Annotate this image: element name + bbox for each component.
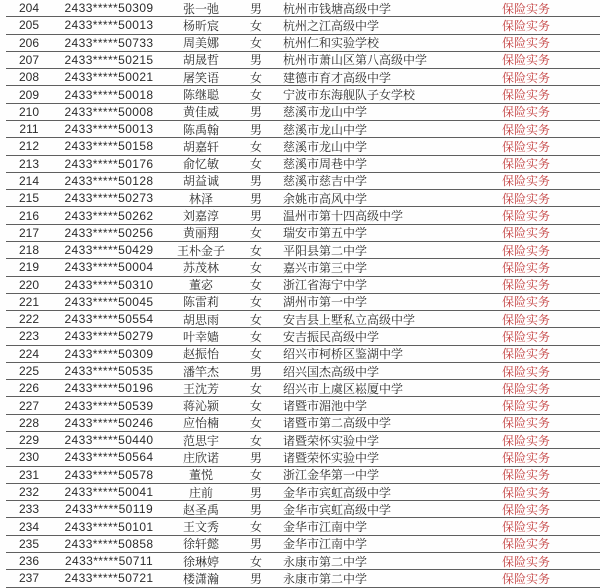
- name-cell: 张一弛: [182, 1, 219, 16]
- row-number-cell: 207: [18, 52, 40, 67]
- table-row: [6, 207, 600, 224]
- candidate-id-cell: 2433*****50309: [64, 1, 154, 16]
- gender-cell: 男: [249, 502, 262, 517]
- category-cell: 保险实务: [501, 191, 550, 206]
- table-row: [6, 294, 600, 311]
- gender-cell: 女: [249, 88, 262, 103]
- gender-cell: 女: [249, 399, 262, 414]
- school-cell: 绍兴市上虞区崧厦中学: [283, 381, 404, 396]
- category-cell: 保险实务: [501, 278, 550, 293]
- table-row: [6, 121, 600, 138]
- category-cell: 保险实务: [501, 105, 550, 120]
- gender-cell: 女: [249, 520, 262, 535]
- row-number-cell: 231: [18, 467, 40, 482]
- candidate-id-cell: 2433*****50554: [64, 312, 154, 327]
- school-cell: 诸暨荣怀实验中学: [283, 450, 380, 465]
- school-cell: 瑞安市第五中学: [283, 226, 368, 241]
- table-row: [6, 17, 600, 34]
- school-cell: 安吉振民高级中学: [283, 329, 380, 344]
- name-cell: 赵圣禹: [182, 502, 219, 517]
- school-cell: 诸暨荣怀实验中学: [283, 433, 380, 448]
- row-number-cell: 234: [18, 519, 40, 534]
- gender-cell: 女: [249, 468, 262, 483]
- table-row: [6, 86, 600, 103]
- name-cell: 徐琳婷: [182, 554, 219, 569]
- table-row: [6, 156, 600, 173]
- name-cell: 胡晟哲: [182, 53, 219, 68]
- gender-cell: 男: [249, 571, 262, 586]
- table-row: [6, 0, 600, 17]
- school-cell: 金华市江南中学: [283, 520, 368, 535]
- category-cell: 保险实务: [501, 450, 550, 465]
- table-row: [6, 553, 600, 570]
- candidate-id-cell: 2433*****50262: [64, 208, 154, 223]
- candidate-id-cell: 2433*****50215: [64, 52, 154, 67]
- name-cell: 赵振怡: [182, 347, 219, 362]
- name-cell: 林泽: [188, 191, 213, 206]
- category-cell: 保险实务: [501, 399, 550, 414]
- table-row: [6, 380, 600, 397]
- gender-cell: 女: [249, 312, 262, 327]
- category-cell: 保险实务: [501, 347, 550, 362]
- gender-cell: 女: [249, 157, 262, 172]
- name-cell: 陈继聪: [182, 88, 219, 103]
- name-cell: 胡益诚: [182, 174, 219, 189]
- name-cell: 俞忆敏: [182, 157, 219, 172]
- row-number-cell: 214: [18, 173, 40, 188]
- gender-cell: 女: [249, 243, 262, 258]
- table-row: [6, 397, 600, 414]
- name-cell: 董宓: [188, 278, 213, 293]
- category-cell: 保险实务: [501, 571, 550, 586]
- school-cell: 诸暨市第二高级中学: [283, 416, 392, 431]
- gender-cell: 女: [249, 70, 262, 85]
- table-row: [6, 190, 600, 207]
- candidate-id-cell: 2433*****50013: [64, 18, 154, 33]
- candidate-id-cell: 2433*****50440: [64, 433, 154, 448]
- row-number-cell: 213: [18, 156, 40, 171]
- row-number-cell: 226: [18, 381, 40, 396]
- row-number-cell: 227: [18, 398, 40, 413]
- name-cell: 王朴金子: [176, 243, 225, 258]
- category-cell: 保险实务: [501, 157, 550, 172]
- name-cell: 庄前: [188, 485, 213, 500]
- category-cell: 保险实务: [501, 18, 550, 33]
- name-cell: 黄佳威: [182, 105, 219, 120]
- candidate-id-cell: 2433*****50101: [64, 519, 154, 534]
- name-cell: 杨昕宸: [182, 18, 219, 33]
- category-cell: 保险实务: [501, 226, 550, 241]
- name-cell: 蒋沁颍: [182, 399, 219, 414]
- table-row: [6, 311, 600, 328]
- school-cell: 慈溪市慈吉中学: [283, 174, 368, 189]
- category-cell: 保险实务: [501, 53, 550, 68]
- school-cell: 诸暨市湄池中学: [283, 399, 368, 414]
- gender-cell: 男: [249, 105, 262, 120]
- gender-cell: 女: [249, 347, 262, 362]
- school-cell: 杭州之江高级中学: [283, 18, 380, 33]
- school-cell: 嘉兴市第三中学: [283, 260, 368, 275]
- table-row: [6, 467, 600, 484]
- name-cell: 董悦: [188, 468, 213, 483]
- gender-cell: 女: [249, 329, 262, 344]
- candidate-id-cell: 2433*****50045: [64, 294, 154, 309]
- candidate-id-cell: 2433*****50008: [64, 104, 154, 119]
- school-cell: 杭州市钱塘高级中学: [283, 1, 392, 16]
- row-number-cell: 224: [18, 346, 40, 361]
- row-number-cell: 217: [18, 225, 40, 240]
- school-cell: 绍兴市柯桥区鉴湖中学: [283, 347, 404, 362]
- school-cell: 绍兴国杰高级中学: [283, 364, 380, 379]
- name-cell: 王文秀: [182, 520, 219, 535]
- gender-cell: 男: [249, 174, 262, 189]
- table-row: [6, 432, 600, 449]
- school-cell: 建德市育才高级中学: [283, 70, 392, 85]
- school-cell: 湖州市第一中学: [283, 295, 368, 310]
- row-number-cell: 228: [18, 415, 40, 430]
- row-number-cell: 211: [19, 122, 39, 137]
- school-cell: 慈溪市周巷中学: [283, 157, 368, 172]
- gender-cell: 男: [249, 364, 262, 379]
- category-cell: 保险实务: [501, 70, 550, 85]
- category-cell: 保险实务: [501, 260, 550, 275]
- school-cell: 金华市宾虹高级中学: [283, 502, 392, 517]
- candidate-id-cell: 2433*****50119: [64, 502, 154, 517]
- category-cell: 保险实务: [501, 243, 550, 258]
- school-cell: 温州市第十四高级中学: [283, 209, 404, 224]
- table-row: [6, 415, 600, 432]
- row-number-cell: 206: [18, 35, 40, 50]
- gender-cell: 男: [249, 209, 262, 224]
- table-row: [6, 138, 600, 155]
- gender-cell: 女: [249, 278, 262, 293]
- school-cell: 杭州市萧山区第八高级中学: [283, 53, 428, 68]
- gender-cell: 女: [249, 416, 262, 431]
- candidate-id-cell: 2433*****50578: [64, 467, 154, 482]
- row-number-cell: 223: [18, 329, 40, 344]
- category-cell: 保险实务: [501, 468, 550, 483]
- table-row: [6, 104, 600, 121]
- row-number-cell: 209: [18, 87, 40, 102]
- row-number-cell: 215: [18, 191, 40, 206]
- school-cell: 平阳县第二中学: [283, 243, 368, 258]
- table-row: [6, 225, 600, 242]
- candidate-id-cell: 2433*****50564: [64, 450, 154, 465]
- name-cell: 楼潇瀚: [182, 571, 219, 586]
- row-number-cell: 205: [18, 18, 40, 33]
- candidate-id-cell: 2433*****50041: [64, 485, 154, 500]
- row-number-cell: 220: [18, 277, 40, 292]
- category-cell: 保险实务: [501, 329, 550, 344]
- table-row: [6, 484, 600, 501]
- category-cell: 保险实务: [501, 139, 550, 154]
- category-cell: 保险实务: [501, 295, 550, 310]
- row-number-cell: 221: [18, 294, 40, 309]
- table-row: [6, 259, 600, 276]
- candidate-id-cell: 2433*****50721: [64, 571, 154, 586]
- candidate-id-cell: 2433*****50256: [64, 225, 154, 240]
- gender-cell: 男: [249, 53, 262, 68]
- row-number-cell: 235: [18, 536, 40, 551]
- category-cell: 保险实务: [501, 312, 550, 327]
- gender-cell: 女: [249, 226, 262, 241]
- name-cell: 庄欣诺: [182, 450, 219, 465]
- category-cell: 保险实务: [501, 520, 550, 535]
- school-cell: 慈溪市龙山中学: [283, 139, 368, 154]
- school-cell: 安吉县上墅私立高级中学: [283, 312, 416, 327]
- candidate-id-cell: 2433*****50158: [64, 139, 154, 154]
- candidate-id-cell: 2433*****50004: [64, 260, 154, 275]
- candidate-id-cell: 2433*****50858: [64, 536, 154, 551]
- gender-cell: 女: [249, 295, 262, 310]
- gender-cell: 男: [249, 485, 262, 500]
- school-cell: 宁波市东海舰队子女学校: [283, 88, 416, 103]
- table-row: [6, 449, 600, 466]
- table-row: [6, 346, 600, 363]
- category-cell: 保险实务: [501, 433, 550, 448]
- school-cell: 永康市第二中学: [283, 554, 368, 569]
- name-cell: 陈禹翰: [182, 122, 219, 137]
- candidate-id-cell: 2433*****50539: [64, 398, 154, 413]
- gender-cell: 男: [249, 191, 262, 206]
- row-number-cell: 208: [18, 70, 40, 85]
- candidate-id-cell: 2433*****50246: [64, 415, 154, 430]
- name-cell: 叶幸嫱: [182, 329, 219, 344]
- row-number-cell: 222: [18, 312, 40, 327]
- row-number-cell: 204: [18, 1, 40, 16]
- name-cell: 屠笑语: [182, 70, 219, 85]
- table-row: [6, 35, 600, 52]
- name-cell: 刘嘉淳: [182, 209, 219, 224]
- table-row: [6, 52, 600, 69]
- school-cell: 浙江省海宁中学: [283, 278, 368, 293]
- row-number-cell: 236: [18, 554, 40, 569]
- gender-cell: 女: [249, 36, 262, 51]
- row-number-cell: 218: [18, 243, 40, 258]
- category-cell: 保险实务: [501, 174, 550, 189]
- gender-cell: 女: [249, 433, 262, 448]
- gender-cell: 女: [249, 554, 262, 569]
- table-row: [6, 69, 600, 86]
- school-cell: 余姚市高风中学: [283, 191, 368, 206]
- category-cell: 保险实务: [501, 36, 550, 51]
- gender-cell: 男: [249, 450, 262, 465]
- row-number-cell: 225: [18, 364, 40, 379]
- row-number-cell: 219: [18, 260, 40, 275]
- name-cell: 徐轩懿: [182, 537, 219, 552]
- name-cell: 范思宇: [182, 433, 219, 448]
- name-cell: 应怡楠: [182, 416, 219, 431]
- name-cell: 胡嘉轩: [182, 139, 219, 154]
- candidate-id-cell: 2433*****50013: [64, 122, 154, 137]
- table-row: [6, 173, 600, 190]
- school-cell: 慈溪市龙山中学: [283, 105, 368, 120]
- row-number-cell: 232: [18, 485, 40, 500]
- row-number-cell: 237: [18, 571, 40, 586]
- category-cell: 保险实务: [501, 1, 550, 16]
- candidate-id-cell: 2433*****50018: [64, 87, 154, 102]
- gender-cell: 女: [249, 18, 262, 33]
- candidate-id-cell: 2433*****50021: [64, 70, 154, 85]
- table-row: [6, 277, 600, 294]
- school-cell: 杭州仁和实验学校: [283, 36, 380, 51]
- name-cell: 王沈芳: [182, 381, 219, 396]
- row-number-cell: 210: [18, 104, 40, 119]
- name-cell: 潘竿杰: [182, 364, 219, 379]
- name-cell: 黄丽翔: [182, 226, 219, 241]
- name-cell: 周美娜: [182, 36, 219, 51]
- row-number-cell: 233: [18, 502, 40, 517]
- category-cell: 保险实务: [501, 416, 550, 431]
- row-number-cell: 212: [18, 139, 40, 154]
- category-cell: 保险实务: [501, 122, 550, 137]
- candidate-id-cell: 2433*****50429: [64, 243, 154, 258]
- category-cell: 保险实务: [501, 209, 550, 224]
- school-cell: 永康市第二中学: [283, 571, 368, 586]
- table-row: [6, 570, 600, 587]
- name-cell: 胡思雨: [182, 312, 219, 327]
- category-cell: 保险实务: [501, 537, 550, 552]
- row-number-cell: 216: [18, 208, 40, 223]
- gender-cell: 男: [249, 122, 262, 137]
- table-row: [6, 363, 600, 380]
- candidate-id-cell: 2433*****50128: [64, 173, 154, 188]
- name-cell: 苏茂林: [182, 260, 219, 275]
- table-row: [6, 328, 600, 345]
- category-cell: 保险实务: [501, 364, 550, 379]
- candidate-id-cell: 2433*****50196: [64, 381, 154, 396]
- category-cell: 保险实务: [501, 485, 550, 500]
- candidate-id-cell: 2433*****50535: [64, 364, 154, 379]
- category-cell: 保险实务: [501, 381, 550, 396]
- table-row: [6, 242, 600, 259]
- candidate-id-cell: 2433*****50733: [64, 35, 154, 50]
- name-cell: 陈雷莉: [182, 295, 219, 310]
- table-row: [6, 501, 600, 518]
- school-cell: 金华市江南中学: [283, 537, 368, 552]
- school-cell: 慈溪市龙山中学: [283, 122, 368, 137]
- gender-cell: 男: [249, 1, 262, 16]
- school-cell: 浙江金华第一中学: [283, 468, 380, 483]
- table-row: [6, 536, 600, 553]
- gender-cell: 女: [249, 260, 262, 275]
- candidate-id-cell: 2433*****50279: [64, 329, 154, 344]
- school-cell: 金华市宾虹高级中学: [283, 485, 392, 500]
- category-cell: 保险实务: [501, 502, 550, 517]
- row-number-cell: 230: [18, 450, 40, 465]
- gender-cell: 男: [249, 537, 262, 552]
- gender-cell: 女: [249, 381, 262, 396]
- category-cell: 保险实务: [501, 88, 550, 103]
- gender-cell: 女: [249, 139, 262, 154]
- category-cell: 保险实务: [501, 554, 550, 569]
- candidate-id-cell: 2433*****50176: [64, 156, 154, 171]
- candidate-id-cell: 2433*****50711: [64, 554, 154, 569]
- table-row: [6, 518, 600, 535]
- candidate-id-cell: 2433*****50273: [64, 191, 154, 206]
- candidate-id-cell: 2433*****50310: [64, 277, 154, 292]
- row-number-cell: 229: [18, 433, 40, 448]
- candidate-id-cell: 2433*****50309: [64, 346, 154, 361]
